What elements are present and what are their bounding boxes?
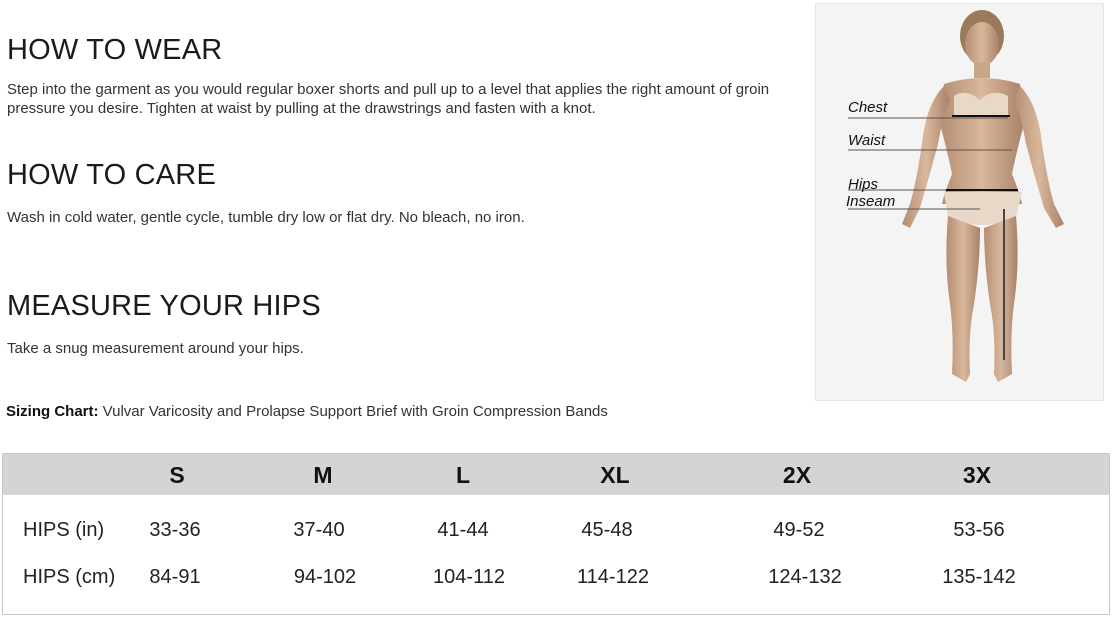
table-cell: 33-36 — [149, 519, 201, 541]
table-cell: 45-48 — [581, 519, 633, 541]
row-label-measure: HIPS — [23, 519, 70, 541]
sizing-chart-label: Sizing Chart: — [6, 403, 99, 420]
table-cell: 124-132 — [768, 566, 842, 588]
how-to-care-text: Wash in cold water, gentle cycle, tumble dry low or flat dry. No bleach, no iron. — [7, 209, 525, 226]
size-header-l: L — [455, 462, 471, 488]
size-header-s: S — [169, 462, 185, 488]
table-cell: 53-56 — [953, 519, 1005, 541]
table-cell: 41-44 — [437, 519, 489, 541]
row-label-unit: (in) — [75, 519, 105, 541]
measure-hips-text: Take a snug measurement around your hips. — [7, 340, 304, 357]
table-cell: 84-91 — [149, 566, 201, 588]
table-cell: 104-112 — [433, 566, 505, 588]
how-to-wear-text: Step into the garment as you would regular boxer shorts and pull up to a level that applies the right amount of groin pressure you desire. Tighten at waist by pulling at the drawstrings and fasten with a knot. — [7, 81, 770, 117]
measure-hips-heading: MEASURE YOUR HIPS — [7, 290, 321, 322]
row-label-hips-in — [23, 520, 104, 540]
table-cell: 37-40 — [293, 519, 345, 541]
sizing-chart-product: Vulvar Varicosity and Prolapse Support Brief with Groin Compression Bands — [102, 403, 608, 420]
chest-label: Chest — [848, 99, 888, 116]
sizing-chart-caption — [6, 403, 608, 420]
hips-label: Hips — [848, 176, 879, 193]
table-cell: 49-52 — [773, 519, 825, 541]
row-label-hips-cm — [23, 567, 115, 587]
body-measurement-figure — [815, 3, 1104, 401]
size-header-xl: XL — [600, 462, 630, 488]
size-header-m: M — [313, 462, 333, 488]
how-to-wear-heading: HOW TO WEAR — [7, 34, 223, 66]
table-cell: 135-142 — [942, 566, 1016, 588]
row-label-measure: HIPS — [23, 566, 70, 588]
size-table-header — [3, 454, 1109, 495]
inseam-label: Inseam — [846, 193, 896, 210]
size-header-2x: 2X — [782, 462, 812, 488]
size-header-3x: 3X — [962, 462, 992, 488]
row-label-unit: (cm) — [75, 566, 116, 588]
table-cell: 114-122 — [577, 566, 649, 588]
table-cell: 94-102 — [293, 566, 357, 588]
how-to-care-heading: HOW TO CARE — [7, 159, 216, 191]
size-table — [2, 453, 1110, 615]
waist-label: Waist — [848, 132, 886, 149]
